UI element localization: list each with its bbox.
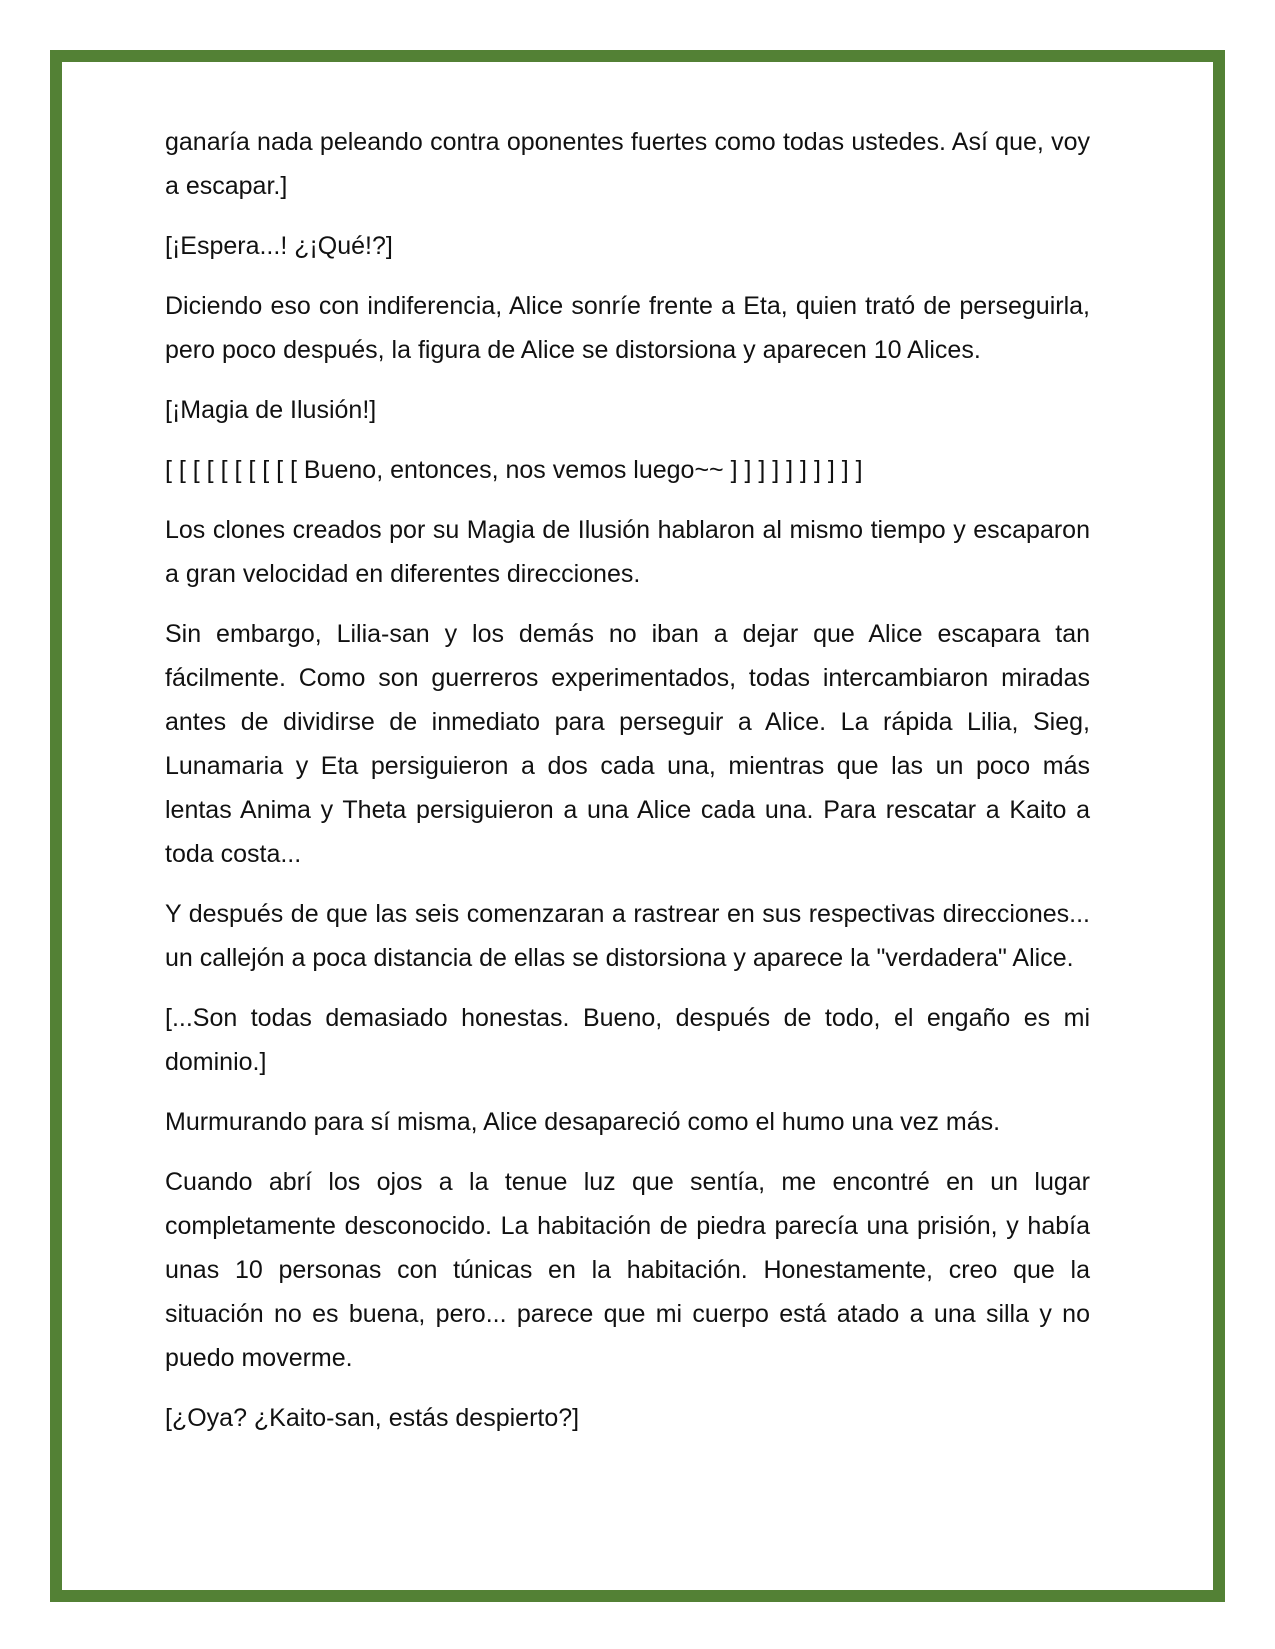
paragraph-11: Cuando abrí los ojos a la tenue luz que sentía, me encontré en un lugar completamente desconocido. La habitación de piedra parecía una prisión, y había unas 10 personas con túnicas en la habitación. Honestamente, creo que la situación no es buena, pero... parece que mi cuerpo está atado a una silla y no puedo moverme. — [165, 1168, 1090, 1372]
document-body — [165, 120, 1090, 1456]
paragraph-5-dialogue: [ [ [ [ [ [ [ [ [ [ Bueno, entonces, nos vemos luego~~ ] ] ] ] ] ] ] ] ] ] — [165, 456, 863, 484]
paragraph-12-dialogue: [¿Oya? ¿Kaito-san, estás despierto?] — [165, 1404, 580, 1432]
paragraph-10: Murmurando para sí misma, Alice desapareció como el humo una vez más. — [165, 1108, 1001, 1136]
paragraph-9-dialogue: [...Son todas demasiado honestas. Bueno, después de todo, el engaño es mi dominio.] — [165, 1004, 1090, 1076]
paragraph-1: ganaría nada peleando contra oponentes fuertes como todas ustedes. Así que, voy a escapar.] — [165, 128, 1090, 200]
paragraph-7: Sin embargo, Lilia-san y los demás no iban a dejar que Alice escapara tan fácilmente. Como son guerreros experimentados, todas intercambiaron miradas antes de dividirse de inmediato para perseguir a Alice. La rápida Lilia, Sieg, Lunamaria y Eta persiguieron a dos cada una, mientras que las un poco más lentas Anima y Theta persiguieron a una Alice cada una. Para rescatar a Kaito a toda costa... — [165, 620, 1090, 868]
paragraph-3: Diciendo eso con indiferencia, Alice sonríe frente a Eta, quien trató de perseguirla, pero poco después, la figura de Alice se distorsiona y aparecen 10 Alices. — [165, 292, 1090, 364]
paragraph-6: Los clones creados por su Magia de Ilusión hablaron al mismo tiempo y escaparon a gran velocidad en diferentes direcciones. — [165, 516, 1090, 588]
paragraph-2-dialogue: [¡Espera...! ¿¡Qué!?] — [165, 232, 393, 260]
paragraph-4-dialogue: [¡Magia de Ilusión!] — [165, 396, 377, 424]
paragraph-8: Y después de que las seis comenzaran a rastrear en sus respectivas direcciones... un callejón a poca distancia de ellas se distorsiona y aparece la "verdadera" Alice. — [165, 900, 1090, 972]
